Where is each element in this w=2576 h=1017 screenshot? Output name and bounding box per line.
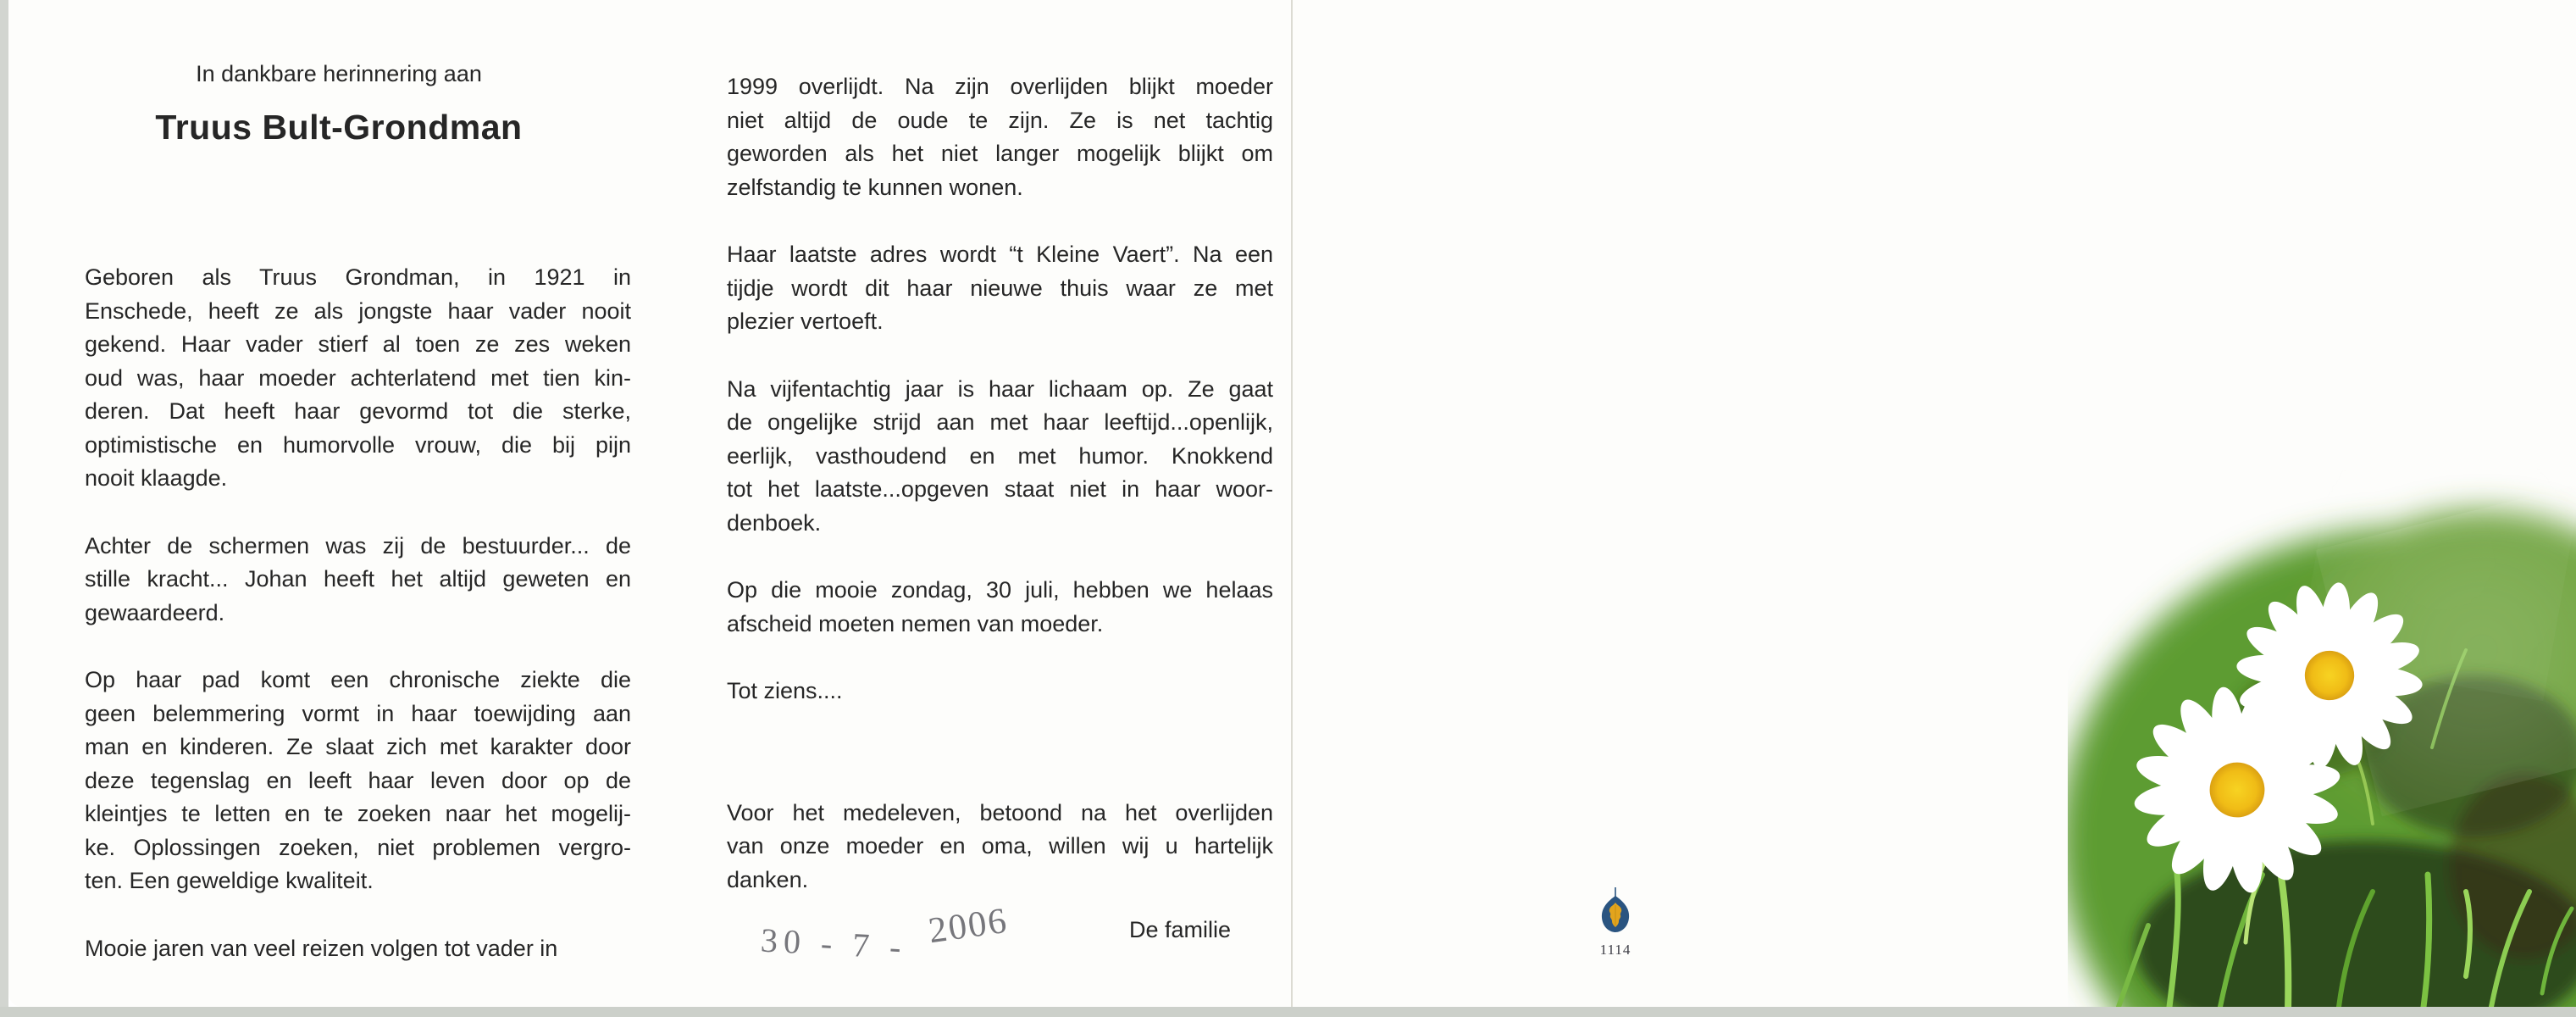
paragraph bbox=[727, 675, 1273, 709]
text-line: Enschede, heeft ze als jongste haar vader nooit bbox=[85, 297, 631, 324]
deceased-name: Truus Bult-Grondman bbox=[155, 108, 523, 147]
daisies-photo bbox=[2068, 468, 2576, 1007]
card-heading bbox=[85, 61, 593, 147]
paragraph bbox=[727, 238, 1273, 339]
text-line: nooit klaagde. bbox=[85, 465, 228, 491]
paragraph bbox=[85, 664, 631, 898]
card-fold-line bbox=[1291, 0, 1293, 1007]
text-line: man en kinderen. Ze slaat zich met karakter door bbox=[85, 734, 631, 759]
right-text-column bbox=[727, 70, 1273, 897]
text-line: oud was, haar moeder achterlatend met tien kin- bbox=[85, 364, 631, 391]
text-line: Op haar pad komt een chronische ziekte die bbox=[85, 667, 631, 692]
text-line: stille kracht... Johan heeft het altijd geweten en bbox=[85, 566, 631, 592]
text-line: Op die mooie zondag, 30 juli, hebben we helaas bbox=[727, 577, 1273, 603]
text-line: Geboren als Truus Grondman, in 1921 in bbox=[85, 264, 631, 290]
text-line: ke. Oplossingen zoeken, niet problemen vergro- bbox=[85, 834, 631, 860]
dedication-line: In dankbare herinnering aan bbox=[196, 61, 482, 86]
scan-edge-left bbox=[0, 0, 8, 1017]
paragraph bbox=[727, 70, 1273, 204]
text-line: optimistische en humorvolle vrouw, die bij pijn bbox=[85, 431, 631, 458]
handwritten-date-day-month: 30 - 7 - bbox=[759, 920, 908, 967]
text-line: gewaardeerd. bbox=[85, 599, 225, 625]
text-line: 1999 overlijdt. Na zijn overlijden blijkt moeder bbox=[727, 74, 1273, 99]
text-line: van onze moeder en oma, willen wij u hartelijk bbox=[727, 833, 1273, 859]
oak-leaf-emblem-icon bbox=[1596, 886, 1635, 936]
handwritten-date-year: 2006 bbox=[926, 900, 1011, 952]
text-line: danken. bbox=[727, 866, 809, 892]
scan-edge-bottom bbox=[0, 1007, 2576, 1017]
text-line: deze tegenslag en leeft haar leven door op de bbox=[85, 767, 631, 793]
paragraph bbox=[85, 932, 631, 966]
text-line: geworden als het niet langer mogelijk blijkt om bbox=[727, 141, 1273, 166]
paragraph bbox=[727, 373, 1273, 541]
text-line: Voor het medeleven, betoond na het overlijden bbox=[727, 799, 1273, 825]
paragraph bbox=[85, 530, 631, 631]
printer-emblem bbox=[1594, 886, 1637, 959]
print-number: 1114 bbox=[1599, 942, 1631, 958]
paragraph bbox=[85, 261, 631, 496]
text-line: de ongelijke strijd aan met haar leeftijd...openlijk, bbox=[727, 409, 1273, 435]
text-line: afscheid moeten nemen van moeder. bbox=[727, 610, 1104, 636]
text-line: deren. Dat heeft haar gevormd tot die sterke, bbox=[85, 398, 631, 424]
text-line: denboek. bbox=[727, 509, 822, 536]
text-line: gekend. Haar vader stierf al toen ze zes weken bbox=[85, 331, 631, 357]
text-line: geen belemmering vormt in haar toewijding aan bbox=[85, 700, 631, 726]
text-line: tot het laatste...opgeven staat niet in haar woor- bbox=[727, 476, 1273, 502]
text-line: zelfstandig te kunnen wonen. bbox=[727, 174, 1023, 200]
text-line: tijdje wordt dit haar nieuwe thuis waar ze met bbox=[727, 275, 1273, 301]
text-line: Mooie jaren van veel reizen volgen tot vader in bbox=[85, 935, 558, 961]
text-line: eerlijk, vasthoudend en met humor. Knokkend bbox=[727, 442, 1273, 469]
text-line: niet altijd de oude te zijn. Ze is net tachtig bbox=[727, 107, 1273, 133]
family-signature: De familie bbox=[1128, 917, 1231, 942]
text-line: Achter de schermen was zij de bestuurder... de bbox=[85, 532, 631, 559]
paragraph bbox=[727, 797, 1273, 898]
text-line: Na vijfentachtig jaar is haar lichaam op. Ze gaat bbox=[727, 375, 1273, 402]
left-text-column bbox=[85, 261, 631, 965]
paragraph bbox=[727, 574, 1273, 641]
text-line: plezier vertoeft. bbox=[727, 308, 884, 334]
text-line: Tot ziens.... bbox=[727, 678, 843, 703]
text-line: kleintjes te letten en te zoeken naar het mogelij- bbox=[85, 801, 631, 826]
text-line: Haar laatste adres wordt “t Kleine Vaert”. Na een bbox=[727, 242, 1273, 267]
text-line: ten. Een geweldige kwaliteit. bbox=[85, 868, 374, 893]
